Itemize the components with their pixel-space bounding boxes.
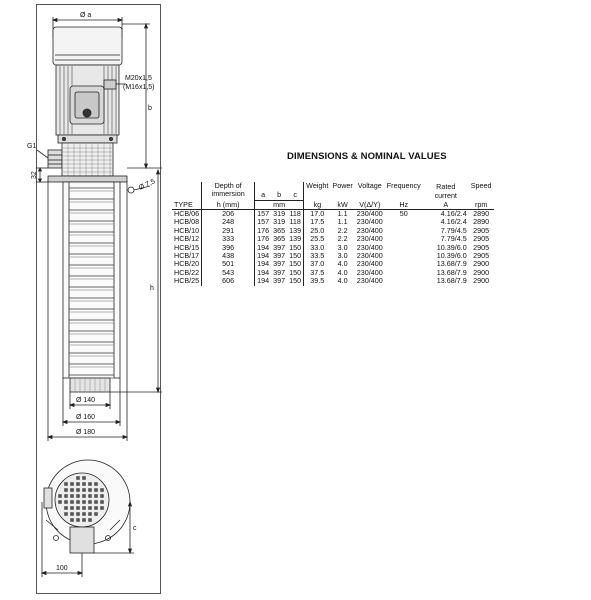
value-cell: 13.68/7.9 (436, 276, 467, 286)
value-cell: 2905 (473, 234, 490, 244)
header-type: TYPE (172, 200, 202, 209)
value-cell: 4.0 (337, 267, 348, 277)
header-cell (172, 182, 202, 200)
value-cell: 4.0 (337, 276, 348, 286)
grid-hole (88, 494, 92, 498)
value-cell: 118 (287, 209, 304, 218)
label-c: c (133, 525, 137, 532)
value-cell: 194 (255, 260, 272, 268)
grid-hole (88, 512, 92, 516)
value-cell: 397 (273, 276, 286, 286)
type-cell: HCB/15 (174, 242, 200, 252)
mounting-plate (48, 176, 127, 182)
label-m16: (M16x1,5) (123, 84, 155, 91)
value-cell: 2900 (473, 267, 490, 277)
value-cell: 13.68/7.9 (436, 259, 467, 269)
value-cell: 25.5 (310, 234, 325, 244)
unit-a (255, 200, 272, 209)
header-current: Rated current (434, 182, 457, 200)
value-cell: 1.1 (337, 217, 348, 227)
grid-hole (82, 476, 86, 480)
header-weight: Weight (306, 181, 329, 190)
value-cell: 365 (273, 234, 286, 244)
value-cell (385, 218, 423, 226)
type-cell: HCB/25 (174, 276, 200, 286)
value-cell: 3.0 (337, 250, 348, 260)
grid-hole (88, 506, 92, 510)
unit-h: h (mm) (202, 200, 255, 209)
grid-hole (64, 494, 68, 498)
value-cell: 4.0 (337, 259, 348, 269)
value-cell: 139 (287, 235, 304, 243)
value-cell: 25.0 (310, 225, 325, 235)
value-cell: 543 (202, 269, 255, 277)
value-cell: 37.0 (310, 259, 325, 269)
value-cell: 176 (255, 235, 272, 243)
grid-hole (70, 506, 74, 510)
grid-hole (82, 488, 86, 492)
grid-hole (88, 518, 92, 522)
unit-kw: kW (330, 200, 354, 209)
value-cell: 396 (202, 244, 255, 252)
grid-hole (94, 494, 98, 498)
value-cell: 397 (273, 250, 286, 260)
value-cell: 150 (287, 244, 304, 252)
value-cell: 10.39/6.0 (436, 242, 467, 252)
value-cell: 17.5 (310, 217, 325, 227)
value-cell: 2900 (473, 259, 490, 269)
grid-hole (70, 500, 74, 504)
value-cell (385, 244, 423, 252)
outlet-g1 (48, 150, 62, 168)
type-cell: HCB/20 (174, 259, 200, 269)
value-cell: 319 (273, 217, 286, 227)
header-c: c (287, 182, 304, 200)
header-b: b (277, 190, 282, 200)
grid-hole (82, 506, 86, 510)
flange (58, 135, 117, 143)
value-cell: 2.2 (337, 234, 348, 244)
header-frequency: Frequency (386, 181, 421, 190)
value-cell: 150 (287, 277, 304, 285)
grid-hole (94, 500, 98, 504)
label-m20: M20x1,5 (125, 75, 152, 82)
value-cell: 4.16/2.4 (440, 208, 467, 218)
grid-hole (76, 482, 80, 486)
value-cell (385, 269, 423, 277)
value-cell (385, 235, 423, 243)
value-cell: 7.79/4.5 (440, 225, 467, 235)
value-cell: 397 (273, 259, 286, 269)
arrow (53, 19, 57, 22)
unit-hz: Hz (385, 200, 423, 209)
value-cell: 365 (273, 225, 286, 235)
value-cell: 7.79/4.5 (440, 234, 467, 244)
unit-c (287, 200, 304, 209)
header-speed: Speed (470, 181, 492, 190)
table-header-row (172, 182, 494, 200)
value-cell: 2900 (473, 276, 490, 286)
value-cell: 230/400 (356, 259, 383, 269)
value-cell: 33.0 (310, 242, 325, 252)
grid-hole (94, 482, 98, 486)
value-cell: 194 (255, 269, 272, 277)
label-dia-7-5: Ø 7,5 (137, 178, 157, 192)
value-cell: 397 (273, 267, 286, 277)
mount-hole (128, 187, 134, 193)
arrow (118, 19, 122, 22)
value-cell: 194 (255, 277, 272, 285)
grid-hole (76, 488, 80, 492)
value-cell: 319 (273, 208, 286, 218)
label-32: 32 (31, 171, 38, 179)
value-cell: 37.5 (310, 267, 325, 277)
unit-v: V(Δ/Y) (355, 200, 385, 209)
top-view-outlet (70, 527, 94, 553)
label-dia-180: Ø 180 (76, 429, 96, 436)
grid-hole (58, 500, 62, 504)
value-cell: 39.5 (310, 276, 325, 286)
value-cell: 3.0 (337, 242, 348, 252)
value-cell: 501 (202, 260, 255, 268)
value-cell: 230/400 (356, 208, 383, 218)
label-b: b (148, 105, 152, 112)
label-dia-160: Ø 160 (76, 414, 96, 421)
value-cell: 139 (287, 227, 304, 235)
value-cell: 194 (255, 252, 272, 260)
value-cell: 17.0 (310, 208, 325, 218)
grid-hole (100, 506, 104, 510)
label-h: h (150, 285, 154, 292)
header-a: a (255, 182, 272, 200)
grid-hole (64, 512, 68, 516)
value-cell: 291 (202, 227, 255, 235)
grid-hole (70, 518, 74, 522)
value-cell: 150 (287, 252, 304, 260)
value-cell: 150 (287, 269, 304, 277)
type-cell: HCB/22 (174, 267, 200, 277)
type-cell: HCB/06 (174, 208, 200, 218)
unit-rpm: rpm (469, 200, 494, 209)
grid-hole (94, 488, 98, 492)
grid-hole (64, 506, 68, 510)
value-cell: 230/400 (356, 250, 383, 260)
grid-hole (88, 488, 92, 492)
dimensions-table (172, 182, 494, 286)
value-cell: 230/400 (356, 217, 383, 227)
value-cell (385, 227, 423, 235)
value-cell (385, 260, 423, 268)
unit-kg: kg (304, 200, 331, 209)
value-cell: 230/400 (356, 267, 383, 277)
grid-hole (82, 512, 86, 516)
header-power: Power (332, 181, 353, 190)
grid-hole (76, 494, 80, 498)
table-title: DIMENSIONS & NOMINAL VALUES (287, 151, 447, 162)
cable-gland (104, 80, 116, 89)
grid-hole (76, 518, 80, 522)
brand-logo-mark (83, 109, 91, 117)
value-cell: 10.39/6.0 (436, 250, 467, 260)
top-view-gland (44, 488, 52, 508)
grid-hole (70, 488, 74, 492)
value-cell: 206 (202, 209, 255, 218)
grid-hole (76, 512, 80, 516)
type-cell: HCB/10 (174, 225, 200, 235)
unit-mm: mm (271, 200, 287, 209)
value-cell: 333 (202, 235, 255, 243)
table-row (172, 277, 494, 285)
grid-hole (64, 500, 68, 504)
grid-hole (82, 518, 86, 522)
value-cell: 157 (255, 209, 272, 218)
label-100: 100 (56, 565, 68, 572)
grid-hole (70, 494, 74, 498)
grid-hole (94, 512, 98, 516)
grid-hole (82, 500, 86, 504)
value-cell: 13.68/7.9 (436, 267, 467, 277)
value-cell: 230/400 (356, 234, 383, 244)
value-cell: 2.2 (337, 225, 348, 235)
value-cell: 230/400 (356, 276, 383, 286)
grid-hole (76, 500, 80, 504)
value-cell: 118 (287, 218, 304, 226)
header-depth: Depth of immersion (202, 182, 255, 200)
grid-hole (64, 482, 68, 486)
header-voltage: Voltage (357, 181, 382, 190)
value-cell (385, 252, 423, 260)
value-cell: 2890 (473, 217, 490, 227)
value-cell: 1.1 (337, 208, 348, 218)
value-cell: 248 (202, 218, 255, 226)
grid-hole (100, 488, 104, 492)
value-cell: 2905 (473, 250, 490, 260)
type-cell: HCB/17 (174, 250, 200, 260)
label-dia-140: Ø 140 (76, 397, 96, 404)
grid-hole (70, 512, 74, 516)
grid-hole (88, 482, 92, 486)
label-dia-a: Ø a (80, 12, 92, 19)
grid-hole (100, 494, 104, 498)
value-cell: 438 (202, 252, 255, 260)
grid-hole (82, 482, 86, 486)
motor-cap (53, 27, 122, 65)
value-cell: 4.16/2.4 (440, 217, 467, 227)
label-g1: G1 (27, 143, 37, 150)
value-cell: 50 (399, 208, 408, 218)
value-cell: 397 (273, 242, 286, 252)
value-cell: 230/400 (356, 225, 383, 235)
value-cell: 33.5 (310, 250, 325, 260)
value-cell: 150 (287, 260, 304, 268)
value-cell: 2890 (473, 208, 490, 218)
grid-hole (64, 488, 68, 492)
value-cell (385, 277, 423, 285)
type-cell: HCB/12 (174, 234, 200, 244)
unit-a-current: A (423, 200, 469, 209)
top-view-motor (55, 473, 109, 527)
value-cell: 176 (255, 227, 272, 235)
pump-column (63, 182, 120, 378)
grid-hole (70, 482, 74, 486)
value-cell: 157 (255, 218, 272, 226)
table-units-row (172, 200, 494, 209)
grid-hole (76, 506, 80, 510)
grid-hole (94, 506, 98, 510)
value-cell: 2905 (473, 225, 490, 235)
value-cell: 230/400 (356, 242, 383, 252)
grid-hole (58, 494, 62, 498)
grid-hole (88, 500, 92, 504)
value-cell: 2905 (473, 242, 490, 252)
grid-hole (76, 476, 80, 480)
type-cell: HCB/08 (174, 217, 200, 227)
grid-hole (100, 500, 104, 504)
value-cell: 194 (255, 244, 272, 252)
grid-hole (82, 494, 86, 498)
value-cell: 606 (202, 277, 255, 285)
